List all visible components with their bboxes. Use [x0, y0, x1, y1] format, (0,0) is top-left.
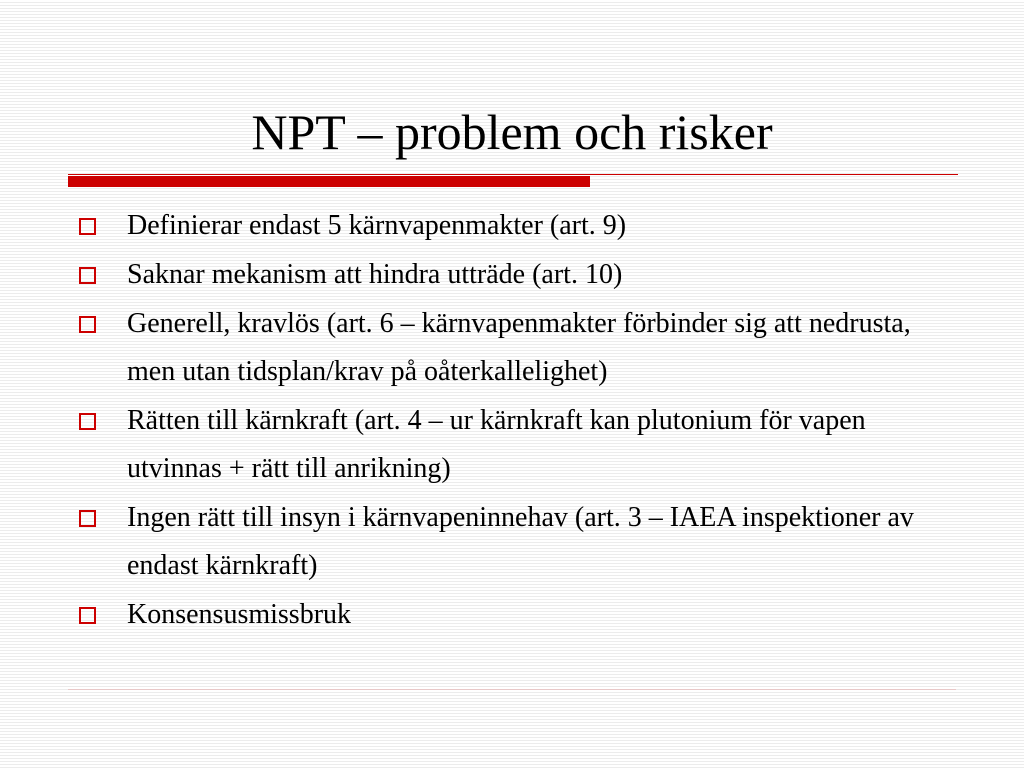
bullet-item: [74, 494, 964, 590]
bullet-text: Definierar endast 5 kärnvapenmakter (art. 9): [127, 210, 627, 241]
bullet-list: [74, 202, 964, 640]
square-bullet-icon: [79, 316, 96, 333]
bullet-text: Saknar mekanism att hindra utträde (art. 10): [127, 259, 623, 290]
bullet-item: [74, 251, 964, 299]
bullet-text: Konsensusmissbruk: [127, 599, 352, 630]
title-divider: [68, 174, 958, 175]
bullet-item: [74, 591, 964, 639]
bullet-item: [74, 397, 964, 493]
bullet-item: [74, 300, 964, 396]
title-accent-bar: [68, 176, 590, 187]
square-bullet-icon: [79, 218, 96, 235]
square-bullet-icon: [79, 267, 96, 284]
bullet-item: [74, 202, 964, 250]
bullet-text: Generell, kravlös (art. 6 – kärnvapenmakter förbinder sig att nedrusta, men utan tidsplan/krav på oåterkallelighet): [127, 308, 911, 387]
square-bullet-icon: [79, 413, 96, 430]
square-bullet-icon: [79, 607, 96, 624]
square-bullet-icon: [79, 510, 96, 527]
bullet-text: Rätten till kärnkraft (art. 4 – ur kärnkraft kan plutonium för vapen utvinnas + rätt till anrikning): [127, 405, 866, 484]
bullet-text: Ingen rätt till insyn i kärnvapeninnehav (art. 3 – IAEA inspektioner av endast kärnkraft): [127, 502, 914, 581]
footer-divider: [68, 689, 956, 690]
slide-title: NPT – problem och risker: [251, 104, 773, 160]
